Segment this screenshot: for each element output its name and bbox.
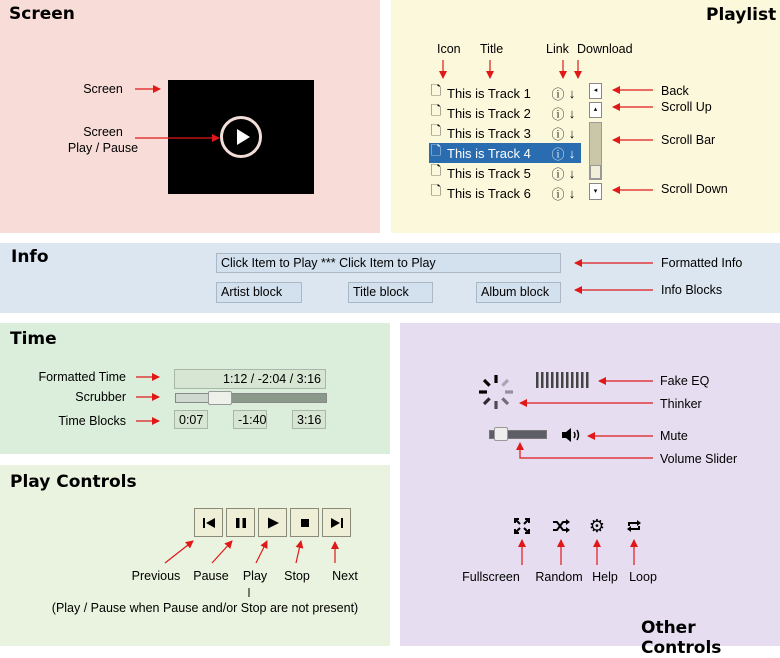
file-icon: 🗋 — [430, 83, 442, 98]
thinker-spinner-icon — [476, 372, 516, 412]
mute-label: Mute — [660, 429, 688, 443]
stop-label: Stop — [284, 569, 310, 583]
stop-icon — [299, 517, 311, 529]
previous-icon — [202, 517, 216, 529]
back-button[interactable]: ◂ — [589, 83, 602, 99]
artist-block: Artist block — [216, 282, 302, 303]
info-link-icon[interactable]: ⓘ — [551, 126, 565, 142]
play-pause-label-1: Screen — [83, 125, 123, 139]
help-label: Help — [592, 570, 618, 584]
other-controls-section-title: Other Controls — [641, 618, 722, 658]
formatted-time-label: Formatted Time — [38, 370, 126, 384]
volume-slider[interactable] — [489, 430, 547, 439]
file-icon: 🗋 — [430, 103, 442, 118]
scrubber-label: Scrubber — [75, 390, 126, 404]
fake-eq-icon — [535, 372, 591, 388]
formatted-info-label: Formatted Info — [661, 256, 743, 270]
play-pause-label-2: Play / Pause — [67, 141, 139, 155]
header-icon: Icon — [437, 42, 461, 56]
title-block: Title block — [348, 282, 433, 303]
next-label: Next — [332, 569, 358, 583]
fullscreen-icon[interactable] — [513, 517, 531, 535]
fullscreen-label: Fullscreen — [462, 570, 520, 584]
info-link-icon[interactable]: ⓘ — [551, 166, 565, 182]
play-circle-icon[interactable] — [220, 116, 262, 158]
volume-handle[interactable] — [494, 427, 508, 441]
play-button[interactable] — [258, 508, 287, 537]
pause-icon — [234, 517, 248, 529]
scroll-thumb[interactable] — [590, 165, 601, 179]
download-arrow-icon[interactable]: ↓ — [568, 165, 576, 181]
scrubber-handle[interactable] — [208, 391, 232, 405]
volume-slider-label: Volume Slider — [660, 452, 738, 466]
file-icon: 🗋 — [430, 123, 442, 138]
play-icon — [266, 517, 280, 529]
track-title: This is Track 2 — [447, 105, 531, 121]
screen-section-title: Screen — [9, 4, 75, 24]
random-label: Random — [535, 570, 583, 584]
elapsed-time-block: 0:07 — [174, 410, 208, 429]
random-shuffle-icon[interactable] — [551, 517, 571, 535]
formatted-info-box: Click Item to Play *** Click Item to Play — [216, 253, 561, 273]
playlist-track[interactable] — [429, 83, 581, 103]
download-arrow-icon[interactable]: ↓ — [568, 125, 576, 141]
time-blocks-label: Time Blocks — [58, 414, 126, 428]
scroll-down-label: Scroll Down — [661, 182, 728, 196]
playlist-track[interactable] — [429, 183, 581, 203]
track-title: This is Track 4 — [447, 145, 531, 161]
info-link-icon[interactable]: ⓘ — [551, 86, 565, 102]
info-section-title: Info — [11, 247, 49, 267]
stop-button[interactable] — [290, 508, 319, 537]
header-download: Download — [577, 42, 633, 56]
back-label: Back — [661, 84, 689, 98]
playlist-track[interactable] — [429, 103, 581, 123]
play-pause-note: (Play / Pause when Pause and/or Stop are not present) — [51, 601, 359, 615]
header-link: Link — [546, 42, 569, 56]
track-title: This is Track 6 — [447, 185, 531, 201]
download-arrow-icon[interactable]: ↓ — [568, 185, 576, 201]
pause-label: Pause — [193, 569, 229, 583]
file-icon: 🗋 — [430, 143, 442, 158]
info-link-icon[interactable]: ⓘ — [551, 146, 565, 162]
play-controls-section-title: Play Controls — [10, 472, 137, 492]
loop-label: Loop — [629, 570, 657, 584]
info-link-icon[interactable]: ⓘ — [551, 186, 565, 202]
download-arrow-icon[interactable]: ↓ — [568, 145, 576, 161]
fake-eq-label: Fake EQ — [660, 374, 710, 388]
screen-label: Screen — [83, 82, 123, 96]
scroll-down-button[interactable]: ▾ — [589, 183, 602, 200]
file-icon: 🗋 — [430, 183, 442, 198]
file-icon: 🗋 — [430, 163, 442, 178]
header-title: Title — [480, 42, 504, 56]
pause-button[interactable] — [226, 508, 255, 537]
scroll-bar-track[interactable] — [589, 122, 602, 180]
playlist-track[interactable] — [429, 163, 581, 183]
previous-button[interactable] — [194, 508, 223, 537]
playlist-track[interactable] — [429, 123, 581, 143]
download-arrow-icon[interactable]: ↓ — [568, 105, 576, 121]
track-title: This is Track 1 — [447, 85, 531, 101]
track-title: This is Track 5 — [447, 165, 531, 181]
play-controls-panel — [0, 465, 390, 646]
playlist-track-selected[interactable] — [429, 143, 581, 163]
scroll-bar-label: Scroll Bar — [661, 133, 716, 147]
scrubber-track[interactable] — [175, 393, 327, 403]
play-label: Play — [242, 569, 268, 583]
info-blocks-label: Info Blocks — [661, 283, 723, 297]
playlist-section-title: Playlist — [706, 5, 777, 25]
help-gear-icon[interactable]: ⚙ — [588, 515, 606, 536]
thinker-label: Thinker — [660, 397, 702, 411]
scroll-up-label: Scroll Up — [661, 100, 712, 114]
mute-speaker-icon[interactable] — [561, 427, 583, 443]
time-section-title: Time — [10, 329, 57, 349]
video-screen[interactable] — [168, 80, 314, 194]
remaining-time-block: -1:40 — [233, 410, 267, 429]
previous-label: Previous — [131, 569, 181, 583]
next-icon — [330, 517, 344, 529]
loop-icon[interactable] — [625, 517, 643, 535]
total-time-block: 3:16 — [292, 410, 326, 429]
download-arrow-icon[interactable]: ↓ — [568, 85, 576, 101]
info-link-icon[interactable]: ⓘ — [551, 106, 565, 122]
album-block: Album block — [476, 282, 561, 303]
formatted-time-box: 1:12 / -2:04 / 3:16 — [174, 369, 326, 389]
track-title: This is Track 3 — [447, 125, 531, 141]
scroll-up-button[interactable]: ▴ — [589, 102, 602, 118]
next-button[interactable] — [322, 508, 351, 537]
